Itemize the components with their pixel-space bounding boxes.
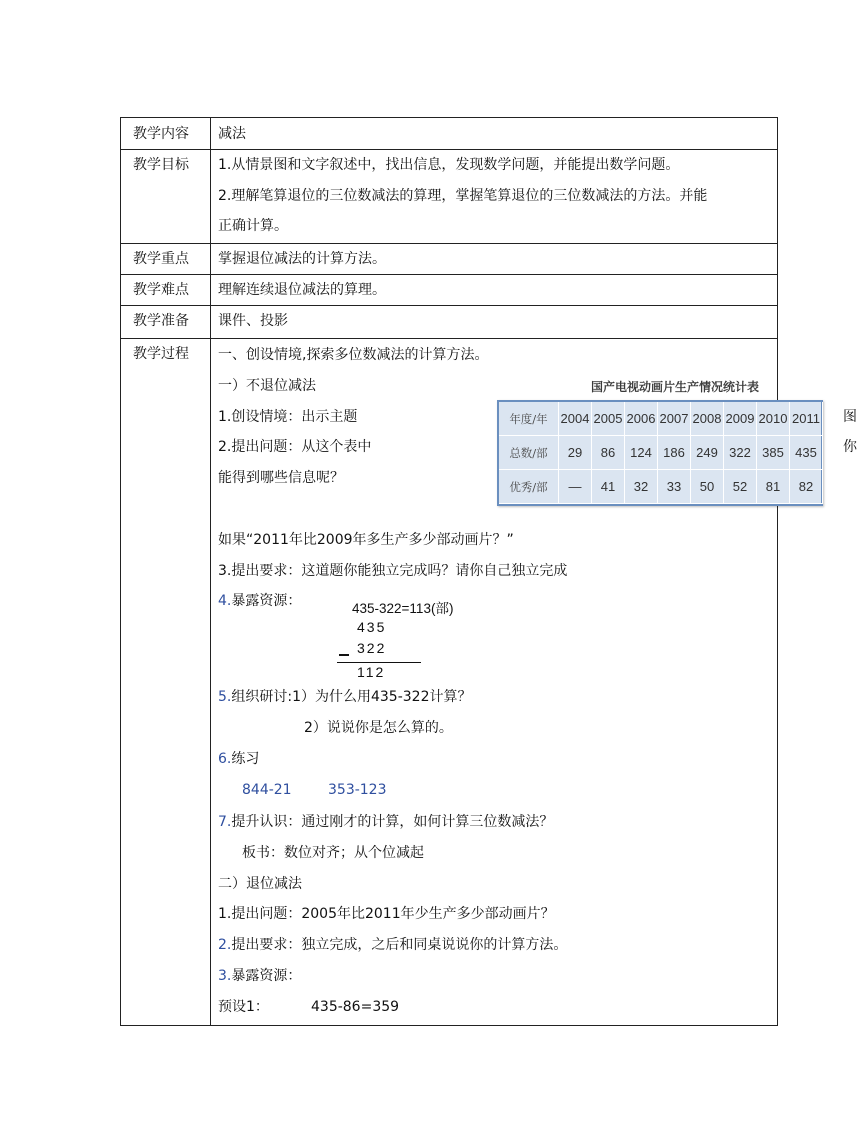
stat-cell-total: 385 bbox=[757, 436, 790, 470]
label-cell bbox=[121, 305, 211, 338]
stat-cell-year: 2011 bbox=[790, 402, 823, 436]
row-key-point bbox=[121, 243, 777, 275]
stat-cell-total: 29 bbox=[559, 436, 592, 470]
minus-sign bbox=[339, 654, 349, 656]
process-line bbox=[218, 813, 553, 831]
process-line: 3.提出要求：这道题你能独立完成吗？请你自己独立完成 bbox=[218, 563, 568, 579]
content-cell bbox=[211, 305, 777, 338]
stat-cell-total: 435 bbox=[790, 436, 823, 470]
preset-formula: 435-86=359 bbox=[311, 999, 400, 1015]
row-teaching-process bbox=[121, 338, 857, 1025]
step-text: 提出要求：独立完成，之后和同桌说说你的计算方法。 bbox=[231, 937, 568, 953]
vertical-subtraction bbox=[337, 619, 427, 689]
objective-line-1: 1.从情景图和文字叙述中，找出信息，发现数学问题，并能提出数学问题。 bbox=[218, 157, 680, 173]
vertical-bottom: 322 bbox=[357, 640, 387, 656]
stat-row-label-total: 总数/部 bbox=[499, 436, 559, 470]
row-label: 教学目标 bbox=[133, 157, 189, 173]
label-cell bbox=[121, 243, 211, 274]
exercise-2: 353-123 bbox=[328, 782, 387, 798]
step-text: 暴露资源： bbox=[231, 593, 302, 609]
stat-cell-year: 2010 bbox=[757, 402, 790, 436]
objective-line-2: 2.理解笔算退位的三位数减法的算理，掌握笔算退位的三位数减法的方法。并能 bbox=[218, 188, 708, 204]
lesson-plan-table bbox=[120, 117, 857, 1026]
process-heading: 一、创设情境,探索多位数减法的计算方法。 bbox=[218, 347, 489, 363]
step-number: 7. bbox=[218, 814, 232, 830]
process-line-fragment: 你 bbox=[843, 439, 857, 455]
content-cell bbox=[211, 338, 857, 1025]
preset-label: 预设1： bbox=[218, 999, 269, 1015]
key-point-text: 掌握退位减法的计算方法。 bbox=[218, 251, 386, 267]
step-text: 暴露资源： bbox=[231, 968, 302, 984]
step-number: 5. bbox=[218, 689, 232, 705]
process-line bbox=[218, 688, 471, 706]
row-label: 教学准备 bbox=[133, 313, 189, 329]
step-text: 提升认识：通过刚才的计算，如何计算三位数减法？ bbox=[231, 814, 554, 830]
step-number: 6. bbox=[218, 751, 232, 767]
label-cell bbox=[121, 274, 211, 305]
stat-cell-total: 124 bbox=[625, 436, 658, 470]
vertical-result: 112 bbox=[357, 664, 386, 680]
board-writing: 板书：数位对齐；从个位减起 bbox=[242, 845, 424, 861]
process-line bbox=[218, 592, 301, 610]
content-text: 减法 bbox=[218, 126, 246, 142]
stat-table-title: 国产电视动画片生产情况统计表 bbox=[590, 380, 759, 394]
step-number: 4. bbox=[218, 593, 232, 609]
row-teaching-objectives bbox=[121, 149, 777, 244]
stat-cell-excellent: 52 bbox=[724, 470, 757, 504]
stat-cell-excellent: — bbox=[559, 470, 592, 504]
stat-row-label-excellent: 优秀/部 bbox=[499, 470, 559, 504]
content-cell bbox=[211, 274, 777, 305]
row-teaching-content bbox=[121, 118, 777, 150]
row-label: 教学过程 bbox=[133, 346, 189, 362]
process-line: 1.提出问题：2005年比2011年少生产多少部动画片？ bbox=[218, 906, 555, 922]
row-difficulty bbox=[121, 274, 777, 306]
step-text: 组织研讨:1）为什么用435-322计算？ bbox=[231, 689, 472, 705]
stat-cell-excellent: 50 bbox=[691, 470, 724, 504]
difficulty-text: 理解连续退位减法的算理。 bbox=[218, 282, 386, 298]
exercise-1: 844-21 bbox=[242, 782, 292, 798]
process-line bbox=[218, 967, 301, 985]
objective-line-3: 正确计算。 bbox=[218, 218, 288, 234]
row-label: 教学难点 bbox=[133, 282, 189, 298]
stat-cell-year: 2007 bbox=[658, 402, 691, 436]
label-cell bbox=[121, 149, 211, 243]
stat-cell-excellent: 81 bbox=[757, 470, 790, 504]
label-cell bbox=[121, 118, 211, 149]
process-line bbox=[218, 936, 567, 954]
stat-cell-year: 2008 bbox=[691, 402, 724, 436]
stat-cell-excellent: 82 bbox=[790, 470, 823, 504]
formula: 435-322=113(部) bbox=[352, 601, 454, 616]
stat-cell-year: 2005 bbox=[592, 402, 625, 436]
stat-cell-excellent: 32 bbox=[625, 470, 658, 504]
stat-table bbox=[497, 400, 823, 506]
process-line-fragment: 图 bbox=[843, 409, 857, 425]
vertical-top: 435 bbox=[357, 619, 387, 635]
section-heading: 一）不退位减法 bbox=[218, 378, 316, 394]
stat-cell-year: 2006 bbox=[625, 402, 658, 436]
content-cell bbox=[211, 243, 777, 274]
row-label: 教学内容 bbox=[133, 126, 189, 142]
stat-cell-total: 186 bbox=[658, 436, 691, 470]
stat-cell-year: 2004 bbox=[559, 402, 592, 436]
stat-cell-excellent: 33 bbox=[658, 470, 691, 504]
stat-cell-excellent: 41 bbox=[592, 470, 625, 504]
stat-cell-total: 86 bbox=[592, 436, 625, 470]
row-preparation bbox=[121, 305, 777, 339]
process-line: 2.提出问题：从这个表中 bbox=[218, 439, 372, 455]
section-heading: 二）退位减法 bbox=[218, 876, 302, 892]
process-line bbox=[218, 750, 259, 768]
stat-cell-total: 322 bbox=[724, 436, 757, 470]
stat-row-label-year: 年度/年 bbox=[499, 402, 559, 436]
process-line: 1.创设情境：出示主题 bbox=[218, 409, 358, 425]
step-number: 2. bbox=[218, 937, 232, 953]
row-label: 教学重点 bbox=[133, 251, 189, 267]
result-bar bbox=[337, 662, 421, 663]
process-line: 2）说说你是怎么算的。 bbox=[304, 720, 453, 736]
stat-cell-year: 2009 bbox=[724, 402, 757, 436]
stat-cell-total: 249 bbox=[691, 436, 724, 470]
process-line: 如果“2011年比2009年多生产多少部动画片？” bbox=[218, 532, 514, 548]
label-cell bbox=[121, 338, 211, 1025]
preparation-text: 课件、投影 bbox=[218, 313, 288, 329]
content-cell bbox=[211, 118, 777, 149]
step-text: 练习 bbox=[231, 751, 260, 767]
process-line: 能得到哪些信息呢？ bbox=[218, 470, 344, 486]
content-cell bbox=[211, 149, 777, 243]
step-number: 3. bbox=[218, 968, 232, 984]
